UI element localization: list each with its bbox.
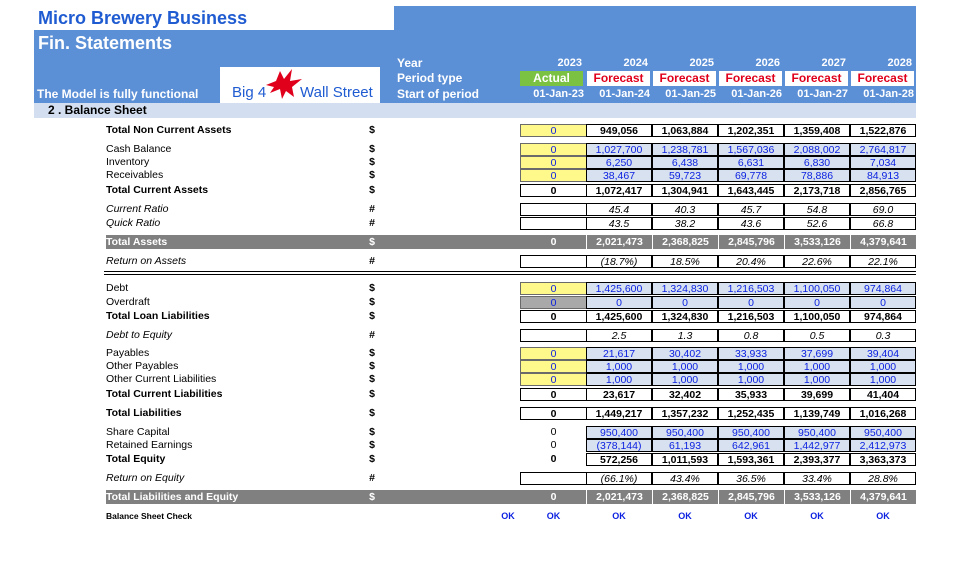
value-cell[interactable]: 974,864	[850, 282, 916, 295]
value-cell[interactable]: 1,139,749	[784, 407, 850, 420]
value-cell[interactable]: 40.3	[652, 203, 718, 216]
value-cell[interactable]: 21,617	[586, 347, 652, 360]
row-unit: $	[369, 373, 375, 385]
value-cell[interactable]: 3,363,373	[850, 453, 916, 466]
period-type-2026: Forecast	[719, 71, 782, 86]
value-cell[interactable]: 1,000	[784, 373, 850, 386]
value-cell[interactable]: 30,402	[652, 347, 718, 360]
value-cell[interactable]: 6,438	[652, 156, 718, 169]
value-cell[interactable]: 28.8%	[850, 472, 916, 485]
period-type-2024: Forecast	[587, 71, 650, 86]
value-cell[interactable]: 0	[850, 296, 916, 309]
section-divider	[104, 271, 916, 275]
value-cell[interactable]: 3,533,126	[784, 235, 850, 249]
value-cell[interactable]: 1,011,593	[652, 453, 718, 466]
value-cell[interactable]: 1,202,351	[718, 124, 784, 137]
row-unit: $	[369, 282, 375, 294]
value-cell[interactable]: 32,402	[652, 388, 718, 401]
value-cell[interactable]: 1,324,830	[652, 310, 718, 323]
start-date-2023: 01-Jan-23	[533, 88, 584, 100]
value-cell[interactable]: 52.6	[784, 217, 850, 230]
model-status: The Model is fully functional	[37, 87, 199, 101]
row-label: Cash Balance	[106, 143, 172, 155]
value-cell[interactable]	[520, 329, 587, 342]
value-cell[interactable]: 950,400	[718, 426, 784, 439]
value-cell[interactable]: 2,088,002	[784, 143, 850, 156]
value-cell[interactable]: 1,425,600	[586, 310, 652, 323]
row-unit: #	[369, 255, 375, 267]
value-cell[interactable]: (66.1%)	[586, 472, 652, 485]
value-cell[interactable]: 950,400	[784, 426, 850, 439]
row-unit: $	[369, 426, 375, 438]
value-cell[interactable]: 1,522,876	[850, 124, 916, 137]
value-cell[interactable]: 0	[520, 373, 587, 386]
row-unit: $	[369, 407, 375, 419]
value-cell[interactable]: 0	[520, 296, 587, 309]
value-cell[interactable]: 2,173,718	[784, 184, 850, 197]
value-cell[interactable]: 950,400	[850, 426, 916, 439]
row-unit: #	[369, 217, 375, 229]
value-cell[interactable]: 41,404	[850, 388, 916, 401]
year-2024: 2024	[623, 57, 648, 69]
header-band	[394, 6, 916, 56]
value-cell[interactable]: 1,442,977	[784, 439, 850, 452]
value-cell[interactable]: 0.3	[850, 329, 916, 342]
value-cell[interactable]: 1,359,408	[784, 124, 850, 137]
value-cell[interactable]: 1,016,268	[850, 407, 916, 420]
value-cell[interactable]: 43.5	[586, 217, 652, 230]
value-cell[interactable]: 38,467	[586, 169, 652, 182]
row-unit: $	[369, 439, 375, 451]
row-label: Retained Earnings	[106, 439, 193, 451]
model-title: Micro Brewery Business	[34, 6, 394, 30]
balance-check-cell: OK	[810, 511, 824, 521]
value-cell[interactable]: 39,699	[784, 388, 850, 401]
row-label: Return on Equity	[106, 472, 185, 484]
row-label: Debt to Equity	[106, 329, 172, 341]
value-cell[interactable]: 61,193	[652, 439, 718, 452]
value-cell[interactable]: 2,368,825	[652, 235, 718, 249]
value-cell[interactable]	[520, 203, 587, 216]
balance-check-cell: OK	[744, 511, 758, 521]
value-cell[interactable]: 1,000	[718, 360, 784, 373]
brand-logo	[220, 67, 380, 103]
value-cell[interactable]: 1,304,941	[652, 184, 718, 197]
value-cell[interactable]: 0.8	[718, 329, 784, 342]
value-cell[interactable]: 1,567,036	[718, 143, 784, 156]
row-label: Inventory	[106, 156, 150, 168]
row-label: Receivables	[106, 169, 164, 181]
value-cell[interactable]: 1,000	[718, 373, 784, 386]
value-cell[interactable]: 1,063,884	[652, 124, 718, 137]
row-unit: #	[369, 203, 375, 215]
value-cell[interactable]: 2,021,473	[586, 490, 652, 504]
row-label: Total Non Current Assets	[106, 124, 232, 136]
value-cell[interactable]: 39,404	[850, 347, 916, 360]
row-label: Return on Assets	[106, 255, 187, 267]
start-date-2025: 01-Jan-25	[665, 88, 716, 100]
value-cell[interactable]: 1,000	[850, 360, 916, 373]
value-cell[interactable]: 7,034	[850, 156, 916, 169]
value-cell[interactable]: 20.4%	[718, 255, 784, 268]
value-cell[interactable]: 43.4%	[652, 472, 718, 485]
start-date-2027: 01-Jan-27	[797, 88, 848, 100]
period-type-2028: Forecast	[851, 71, 914, 86]
value-cell[interactable]: 22.1%	[850, 255, 916, 268]
value-cell[interactable]: 1,000	[586, 360, 652, 373]
sheet-title: Fin. Statements	[34, 30, 394, 56]
value-cell[interactable]: 69.0	[850, 203, 916, 216]
row-unit: $	[369, 143, 375, 155]
value-cell[interactable]: 1,100,050	[784, 310, 850, 323]
value-cell[interactable]: 78,886	[784, 169, 850, 182]
value-cell[interactable]: 2,368,825	[652, 490, 718, 504]
value-cell[interactable]: 0	[520, 282, 587, 295]
value-cell[interactable]: 0	[520, 347, 587, 360]
period-type-2025: Forecast	[653, 71, 716, 86]
row-unit: $	[369, 310, 375, 322]
value-cell[interactable]: 1,000	[784, 360, 850, 373]
period-type-2023: Actual	[520, 71, 583, 86]
value-cell[interactable]: 3,533,126	[784, 490, 850, 504]
value-cell[interactable]: 2.5	[586, 329, 652, 342]
value-cell[interactable]: 1,100,050	[784, 282, 850, 295]
row-label: Total Equity	[106, 453, 166, 465]
start-date-2024: 01-Jan-24	[599, 88, 650, 100]
row-unit: $	[369, 124, 375, 136]
row-unit: $	[369, 347, 375, 359]
value-cell[interactable]: 0	[586, 296, 652, 309]
value-cell[interactable]: (18.7%)	[586, 255, 652, 268]
value-cell[interactable]: 37,699	[784, 347, 850, 360]
value-cell[interactable]: 4,379,641	[850, 490, 916, 504]
year-2023: 2023	[557, 57, 582, 69]
value-cell[interactable]: 45.7	[718, 203, 784, 216]
value-cell[interactable]: 949,056	[586, 124, 652, 137]
value-cell[interactable]: 0	[550, 439, 557, 451]
value-cell[interactable]: 1,000	[652, 360, 718, 373]
value-cell[interactable]: 0	[520, 169, 587, 182]
value-cell[interactable]	[520, 472, 587, 485]
value-cell[interactable]: 950,400	[586, 426, 652, 439]
value-cell[interactable]: 1,449,217	[586, 407, 652, 420]
row-unit: $	[369, 360, 375, 372]
value-cell[interactable]: 0	[520, 310, 587, 323]
value-cell[interactable]: 1,216,503	[718, 310, 784, 323]
value-cell[interactable]: 1,643,445	[718, 184, 784, 197]
logo-text-right: Wall Street	[300, 84, 373, 101]
value-cell[interactable]: 2,856,765	[850, 184, 916, 197]
row-unit: $	[369, 169, 375, 181]
balance-check-overall: OK	[501, 511, 515, 521]
value-cell[interactable]: 950,400	[652, 426, 718, 439]
value-cell[interactable]: 54.8	[784, 203, 850, 216]
value-cell[interactable]: 0	[520, 184, 587, 197]
start-date-2028: 01-Jan-28	[863, 88, 914, 100]
row-label: Total Liabilities	[106, 407, 182, 419]
value-cell[interactable]: 2,845,796	[718, 490, 784, 504]
value-cell[interactable]: 1,252,435	[718, 407, 784, 420]
value-cell[interactable]: 0	[550, 491, 557, 503]
row-unit: #	[369, 472, 375, 484]
logo-text-left: Big 4	[232, 84, 267, 101]
value-cell[interactable]: 59,723	[652, 169, 718, 182]
row-label: Total Liabilities and Equity	[106, 491, 239, 503]
value-cell[interactable]	[520, 255, 587, 268]
row-label: Overdraft	[106, 296, 150, 308]
row-unit: $	[369, 388, 375, 400]
value-cell[interactable]: 35,933	[718, 388, 784, 401]
value-cell[interactable]: 33.4%	[784, 472, 850, 485]
row-label: Other Current Liabilities	[106, 373, 217, 385]
row-label: Payables	[106, 347, 150, 359]
row-label-year: Year	[397, 56, 423, 70]
value-cell[interactable]: 2,021,473	[586, 235, 652, 249]
value-cell[interactable]: 1,425,600	[586, 282, 652, 295]
value-cell[interactable]: 1,027,700	[586, 143, 652, 156]
value-cell[interactable]: 69,778	[718, 169, 784, 182]
row-label: Quick Ratio	[106, 217, 161, 229]
value-cell[interactable]: 18.5%	[652, 255, 718, 268]
balance-check-cell: OK	[546, 511, 561, 521]
value-cell[interactable]: 0	[520, 388, 587, 401]
value-cell[interactable]: 1,000	[652, 373, 718, 386]
row-label-start: Start of period	[397, 87, 480, 101]
value-cell[interactable]: 2,412,973	[850, 439, 916, 452]
start-date-2026: 01-Jan-26	[731, 88, 782, 100]
value-cell[interactable]: 38.2	[652, 217, 718, 230]
row-unit: $	[369, 296, 375, 308]
value-cell[interactable]: 1,072,417	[586, 184, 652, 197]
value-cell[interactable]: 0	[550, 236, 557, 248]
balance-check-cell: OK	[612, 511, 626, 521]
value-cell[interactable]: 0	[520, 360, 587, 373]
value-cell[interactable]: 6,830	[784, 156, 850, 169]
value-cell[interactable]: 572,256	[586, 453, 652, 466]
row-label: Total Current Assets	[106, 184, 209, 196]
value-cell[interactable]: 0.5	[784, 329, 850, 342]
row-label: Total Current Liabilities	[106, 388, 223, 400]
value-cell[interactable]: 33,933	[718, 347, 784, 360]
balance-check-cell: OK	[876, 511, 890, 521]
value-cell[interactable]: 0	[520, 124, 587, 137]
row-unit: $	[369, 156, 375, 168]
value-cell[interactable]	[520, 217, 587, 230]
value-cell[interactable]: 2,845,796	[718, 235, 784, 249]
row-unit: $	[369, 184, 375, 196]
value-cell[interactable]: 43.6	[718, 217, 784, 230]
value-cell[interactable]: 45.4	[586, 203, 652, 216]
value-cell[interactable]: 0	[550, 426, 557, 438]
row-unit: $	[369, 491, 375, 503]
value-cell[interactable]: 1,000	[586, 373, 652, 386]
row-label-period-type: Period type	[397, 71, 463, 85]
period-type-2027: Forecast	[785, 71, 848, 86]
value-cell[interactable]: 0	[550, 453, 557, 465]
value-cell[interactable]: 66.8	[850, 217, 916, 230]
value-cell[interactable]: 974,864	[850, 310, 916, 323]
value-cell[interactable]: 1,324,830	[652, 282, 718, 295]
value-cell[interactable]: 6,250	[586, 156, 652, 169]
value-cell[interactable]: 0	[520, 407, 587, 420]
value-cell[interactable]: 0	[520, 143, 587, 156]
value-cell[interactable]: 1.3	[652, 329, 718, 342]
row-unit: #	[369, 329, 375, 341]
value-cell[interactable]: 36.5%	[718, 472, 784, 485]
value-cell[interactable]: 0	[520, 156, 587, 169]
value-cell[interactable]: 642,961	[718, 439, 784, 452]
row-label: Total Loan Liabilities	[106, 310, 210, 322]
value-cell[interactable]: 4,379,641	[850, 235, 916, 249]
balance-check-label: Balance Sheet Check	[106, 511, 192, 521]
year-2028: 2028	[887, 57, 912, 69]
row-label: Current Ratio	[106, 203, 169, 215]
value-cell[interactable]: 0	[784, 296, 850, 309]
row-unit: $	[369, 453, 375, 465]
value-cell[interactable]: 1,216,503	[718, 282, 784, 295]
year-2026: 2026	[755, 57, 780, 69]
value-cell[interactable]: 23,617	[586, 388, 652, 401]
value-cell[interactable]: 1,357,232	[652, 407, 718, 420]
value-cell[interactable]: 22.6%	[784, 255, 850, 268]
year-2027: 2027	[821, 57, 846, 69]
value-cell[interactable]: 0	[652, 296, 718, 309]
value-cell[interactable]: 84,913	[850, 169, 916, 182]
row-label: Other Payables	[106, 360, 179, 372]
value-cell[interactable]: 2,764,817	[850, 143, 916, 156]
year-2025: 2025	[689, 57, 714, 69]
value-cell[interactable]: 6,631	[718, 156, 784, 169]
value-cell[interactable]: 0	[718, 296, 784, 309]
value-cell[interactable]: 1,000	[850, 373, 916, 386]
row-label: Debt	[106, 282, 129, 294]
value-cell[interactable]: 1,593,361	[718, 453, 784, 466]
section-title: 2 . Balance Sheet	[34, 103, 916, 118]
value-cell[interactable]: 1,238,781	[652, 143, 718, 156]
value-cell[interactable]: (378,144)	[586, 439, 652, 452]
value-cell[interactable]: 2,393,377	[784, 453, 850, 466]
eagle-icon	[264, 67, 304, 101]
row-label: Share Capital	[106, 426, 170, 438]
balance-check-cell: OK	[678, 511, 692, 521]
row-label: Total Assets	[106, 236, 168, 248]
row-unit: $	[369, 236, 375, 248]
